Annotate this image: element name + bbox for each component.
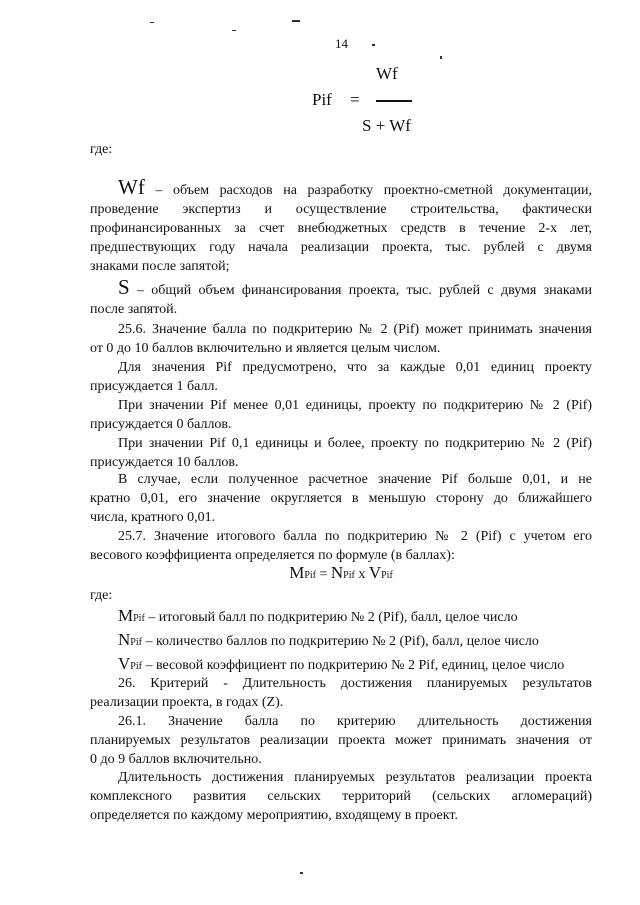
paragraph-pif-1: Для значения Pif предусмотрено, что за каждые 0,01 единиц проекту присуждается 1 балл. <box>90 360 592 394</box>
formula-numerator: Wf <box>376 64 398 83</box>
npif-definition: NPif – количество баллов по подкритерию № 2 (Pif), балл, целое число <box>118 630 539 649</box>
formula-denominator: S + Wf <box>362 116 411 135</box>
paragraph-case: В случае, если полученное расчетное значение Pif больше 0,01, и не кратно 0,01, его значение округляется в меньшую сторону до ближайшего числа, кратного 0,01. <box>90 472 592 525</box>
wf-symbol: Wf <box>118 175 145 199</box>
where-label-2: где: <box>90 588 113 603</box>
formula-equals: = <box>350 90 360 109</box>
paragraph-25-6: 25.6. Значение балла по подкритерию № 2 (Pif) может принимать значения от 0 до 10 баллов включительно и является целым числом. <box>90 322 592 356</box>
paragraph-pif-2: При значении Pif менее 0,01 единицы, проекту по подкритерию № 2 (Pif) присуждается 0 баллов. <box>90 398 592 432</box>
fraction-bar <box>376 100 412 102</box>
scan-speck <box>150 22 154 23</box>
s-definition: S – общий объем финансирования проекта, тыс. рублей с двумя знаками после запятой. <box>90 275 592 317</box>
scan-speck <box>372 44 375 46</box>
paragraph-25-7: 25.7. Значение итогового балла по подкритерию № 2 (Pif) с учетом его весового коэффициента определяется по формуле (в баллах): <box>90 529 592 563</box>
formula-mpif: MPif = NPif x VPif <box>289 563 393 582</box>
mpif-definition: MPif – итоговый балл по подкритерию № 2 (Pif), балл, целое число <box>118 606 518 625</box>
paragraph-pif-3: При значении Pif 0,1 единицы и более, проекту по подкритерию № 2 (Pif) присуждается 10 баллов. <box>90 436 592 470</box>
where-label-1: где: <box>90 142 113 157</box>
formula-pif <box>312 62 432 142</box>
scan-speck <box>440 56 442 59</box>
s-symbol: S <box>118 275 130 299</box>
scan-speck <box>292 20 300 22</box>
page-number: 14 <box>335 36 348 51</box>
formula-lhs: Pif <box>312 90 332 109</box>
paragraph-26: 26. Критерий - Длительность достижения планируемых результатов реализации проекта, в годах (Z). <box>90 676 592 710</box>
paragraph-26-1: 26.1. Значение балла по критерию длительность достижения планируемых результатов реализации проекта может принимать значения от 0 до 9 баллов включительно. <box>90 714 592 767</box>
paragraph-last: Длительность достижения планируемых результатов реализации проекта комплексного развития сельских территорий (сельских агломераций) определяется по каждому мероприятию, входящему в проект. <box>90 770 592 823</box>
scan-speck <box>300 872 303 874</box>
wf-definition: Wf – объем расходов на разработку проектно-сметной документации, проведение экспертиз и осуществление строительства, фактически профинансированных за счет внебюджетных средств в течение 2-х лет, предшествующих году начала реализации проекта, тыс. рублей с двумя знаками после запятой; <box>90 175 593 274</box>
scan-speck <box>232 30 236 31</box>
vpif-definition: VPif – весовой коэффициент по подкритерию № 2 Pif, единиц, целое число <box>118 654 565 673</box>
